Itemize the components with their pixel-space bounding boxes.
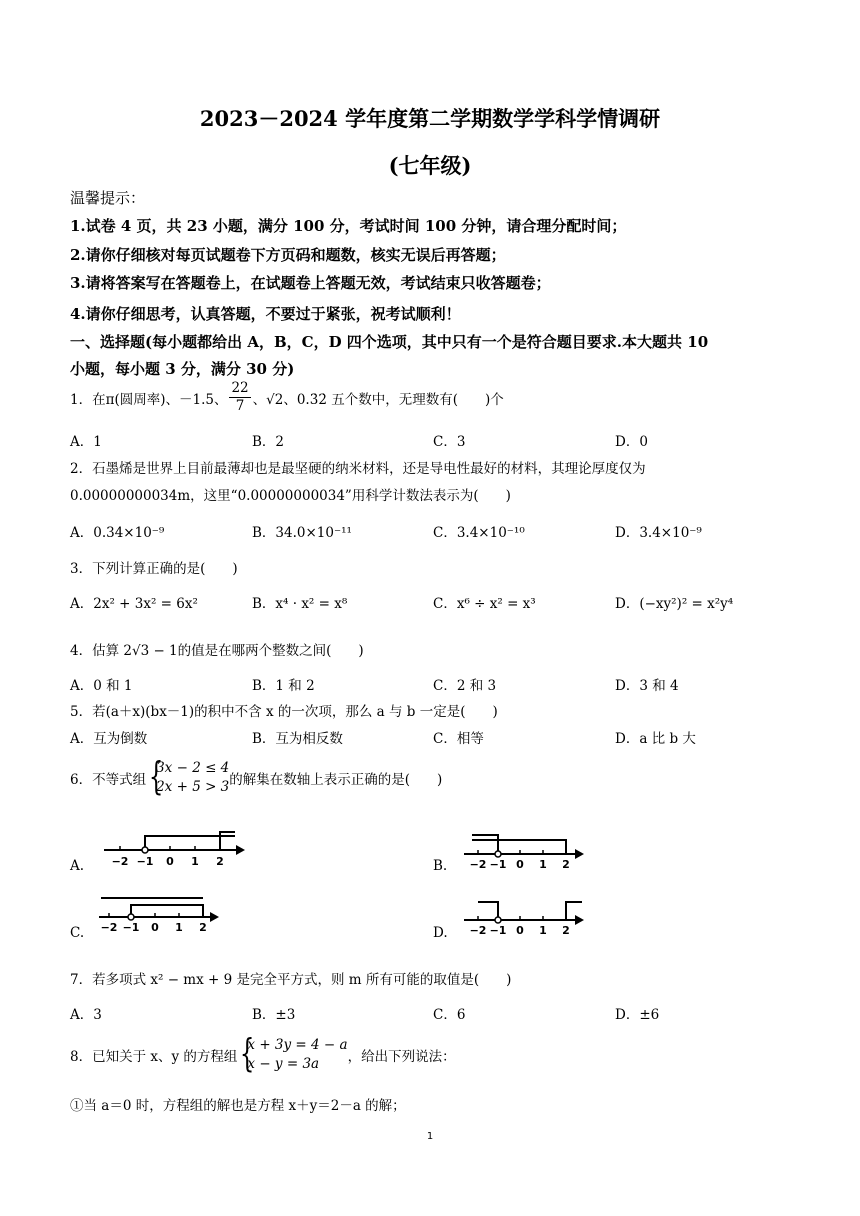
tick-label: −1 bbox=[489, 858, 507, 871]
q3-option-c[interactable]: C．x⁶ ÷ x² = x³ bbox=[433, 596, 536, 612]
tick-label: −1 bbox=[489, 924, 507, 937]
question-4-stem: 4．估算 2√3 − 1的值是在哪两个整数之间( ) bbox=[70, 643, 364, 659]
number-line-d bbox=[460, 896, 590, 938]
tick-label: 0 bbox=[516, 924, 524, 937]
tick-label: 0 bbox=[151, 921, 159, 934]
q5-option-a[interactable]: A．互为倒数 bbox=[70, 731, 148, 747]
tick-label: 2 bbox=[199, 921, 207, 934]
fraction-numerator: 22 bbox=[231, 380, 249, 396]
question-8-statement-1: ①当 a＝0 时，方程组的解也是方程 x＋y＝2－a 的解； bbox=[70, 1098, 406, 1114]
inequality-2: 2x + 5 > 3 bbox=[156, 779, 230, 795]
tick-label: −2 bbox=[111, 855, 129, 868]
q4-option-d[interactable]: D．3 和 4 bbox=[615, 678, 679, 694]
question-1-stem bbox=[70, 380, 504, 415]
tick-label: 2 bbox=[562, 924, 570, 937]
question-8-stem bbox=[70, 1036, 456, 1074]
q5-option-b[interactable]: B．互为相反数 bbox=[252, 731, 343, 747]
q3-option-a[interactable]: A．2x² + 3x² = 6x² bbox=[70, 596, 198, 612]
inequality-1: { 3x − 2 ≤ 4 bbox=[156, 760, 230, 776]
equation-1: { x + 3y = 4 − a bbox=[247, 1037, 348, 1053]
q1-option-c[interactable]: C．3 bbox=[433, 434, 466, 450]
q2-option-c[interactable]: C．3.4×10⁻¹⁰ bbox=[433, 525, 525, 541]
question-2-line2: 0.00000000034m，这里“0.00000000034”用科学计数法表示为( ) bbox=[70, 488, 511, 504]
q7-option-c[interactable]: C．6 bbox=[433, 1007, 466, 1023]
tick-label: 1 bbox=[539, 858, 547, 871]
q7-option-b[interactable]: B．±3 bbox=[252, 1007, 296, 1023]
tip-item-4: 4.请你仔细思考，认真答题，不要过于紧张，祝考试顺利！ bbox=[70, 305, 461, 323]
tick-label: −2 bbox=[469, 858, 487, 871]
q4-option-a[interactable]: A．0 和 1 bbox=[70, 678, 133, 694]
question-7-stem: 7．若多项式 x² − mx + 9 是完全平方式，则 m 所有可能的取值是( ) bbox=[70, 972, 512, 988]
page-subtitle: (七年级) bbox=[388, 153, 472, 178]
tick-label: 2 bbox=[216, 855, 224, 868]
tick-label: 0 bbox=[516, 858, 524, 871]
tick-label: 1 bbox=[175, 921, 183, 934]
q5-option-c[interactable]: C．相等 bbox=[433, 731, 484, 747]
q2-option-a[interactable]: A．0.34×10⁻⁹ bbox=[70, 525, 165, 541]
tips-heading: 温馨提示： bbox=[70, 189, 146, 207]
q6-option-d[interactable]: D. bbox=[433, 925, 448, 941]
section1-line2: 小题，每小题 3 分，满分 30 分) bbox=[70, 360, 295, 378]
question-6-stem bbox=[70, 759, 442, 797]
q1-option-a[interactable]: A．1 bbox=[70, 434, 102, 450]
question-3-stem: 3．下列计算正确的是( ) bbox=[70, 561, 238, 577]
q6-option-c[interactable]: C. bbox=[70, 925, 85, 941]
question-1-prefix: 1．在π(圆周率)、－1.5、 bbox=[70, 391, 228, 408]
equation-2: x − y = 3a bbox=[247, 1056, 320, 1072]
equation-system bbox=[237, 1036, 347, 1074]
tick-label: 2 bbox=[562, 858, 570, 871]
question-5-stem: 5．若(a＋x)(bx－1)的积中不含 x 的一次项，那么 a 与 b 一定是( ) bbox=[70, 704, 498, 720]
q7-option-d[interactable]: D．±6 bbox=[615, 1007, 660, 1023]
number-line-a bbox=[100, 830, 250, 870]
tip-item-3: 3.请将答案写在答题卷上，在试题卷上答题无效，考试结束只收答题卷； bbox=[70, 274, 551, 292]
q6-option-a[interactable]: A. bbox=[70, 858, 85, 874]
q2-option-b[interactable]: B．34.0×10⁻¹¹ bbox=[252, 525, 352, 541]
tick-label: −1 bbox=[136, 855, 154, 868]
tip-item-1: 1.试卷 4 页，共 23 小题，满分 100 分，考试时间 100 分钟，请合理分配时间； bbox=[70, 217, 627, 235]
q6-option-b[interactable]: B. bbox=[433, 858, 448, 874]
fraction-denominator: 7 bbox=[235, 398, 245, 414]
number-line-c bbox=[95, 893, 225, 935]
tick-label: −2 bbox=[100, 921, 118, 934]
page-number: 1 bbox=[426, 1131, 434, 1142]
fraction-22-7 bbox=[229, 380, 250, 415]
q2-option-d[interactable]: D．3.4×10⁻⁹ bbox=[615, 525, 702, 541]
tick-label: 1 bbox=[191, 855, 199, 868]
tick-label: −2 bbox=[469, 924, 487, 937]
q7-option-a[interactable]: A．3 bbox=[70, 1007, 102, 1023]
question-1-rest: 、√2、0.3̇2̇ 五个数中，无理数有( )个 bbox=[252, 391, 504, 408]
q3-option-d[interactable]: D．(−xy²)² = x²y⁴ bbox=[615, 596, 734, 612]
q4-option-c[interactable]: C．2 和 3 bbox=[433, 678, 497, 694]
inequality-system bbox=[146, 759, 229, 797]
q4-option-b[interactable]: B．1 和 2 bbox=[252, 678, 315, 694]
q3-option-b[interactable]: B．x⁴ · x² = x⁸ bbox=[252, 596, 348, 612]
q5-option-d[interactable]: D．a 比 b 大 bbox=[615, 731, 696, 747]
question-8-suffix: ，给出下列说法： bbox=[347, 1049, 456, 1065]
question-6-suffix: 的解集在数轴上表示正确的是( ) bbox=[229, 772, 443, 788]
page-title: 2023－2024 学年度第二学期数学学科学情调研 bbox=[199, 106, 661, 131]
question-8-prefix: 8．已知关于 x、y 的方程组 bbox=[70, 1049, 238, 1065]
q1-option-d[interactable]: D．0 bbox=[615, 434, 648, 450]
tick-label: 0 bbox=[166, 855, 174, 868]
number-line-b bbox=[460, 830, 590, 872]
tick-label: 1 bbox=[539, 924, 547, 937]
question-6-prefix: 6．不等式组 bbox=[70, 772, 147, 788]
section1-line1: 一、选择题(每小题都给出 A，B，C，D 四个选项，其中只有一个是符合题目要求.本大题共 10 bbox=[70, 333, 709, 351]
tick-label: −1 bbox=[122, 921, 140, 934]
tip-item-2: 2.请你仔细核对每页试题卷下方页码和题数，核实无误后再答题； bbox=[70, 246, 506, 264]
q1-option-b[interactable]: B．2 bbox=[252, 434, 285, 450]
question-2-line1: 2．石墨烯是世界上目前最薄却也是最坚硬的纳米材料，还是导电性最好的材料，其理论厚度仅为 bbox=[70, 461, 646, 477]
